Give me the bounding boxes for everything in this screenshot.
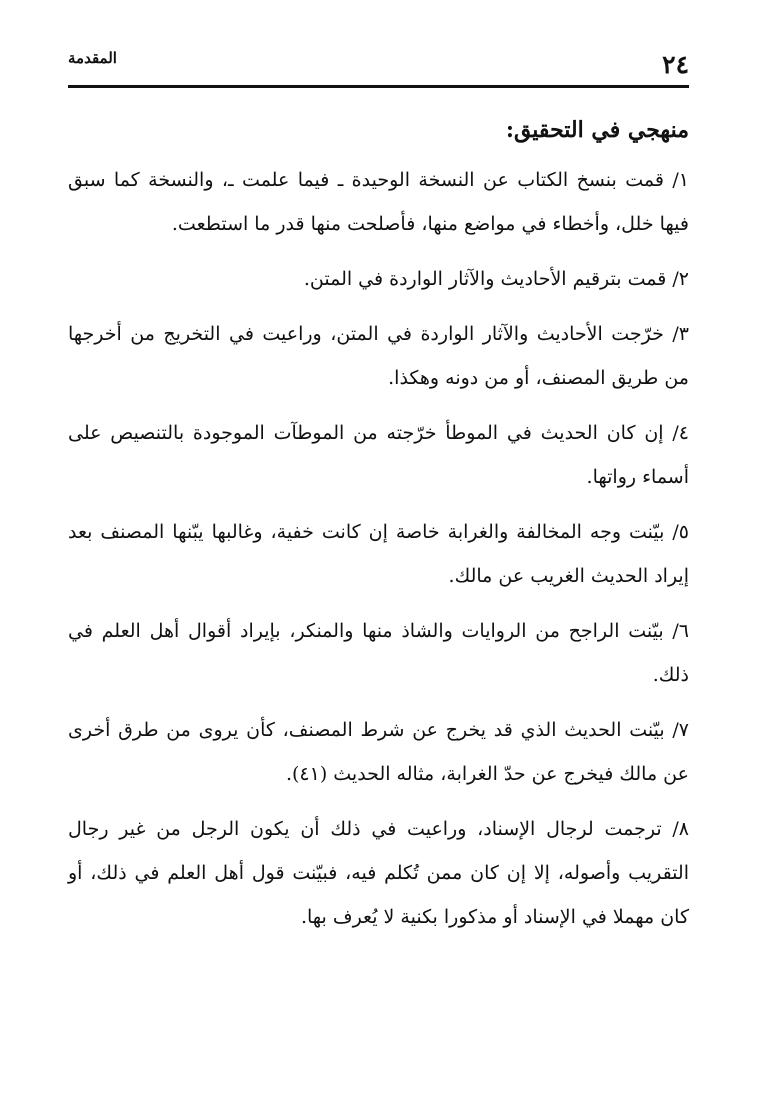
method-item-3: ٣/ خرّجت الأحاديث والآثار الواردة في المتن، وراعيت في التخريج من أخرجها من طريق المصنف، أو من دونه وهكذا. [68, 323, 689, 389]
method-item-2: ٢/ قمت بترقيم الأحاديث والآثار الواردة في المتن. [303, 268, 689, 290]
page-header [68, 44, 689, 86]
method-item-7: ٧/ بيّنت الحديث الذي قد يخرج عن شرط المصنف، كأن يروى من طرق أخرى عن مالك فيخرج عن حدّ الغرابة، مثاله الحديث (٤١). [68, 719, 689, 785]
section-title: منهجي في التحقيق: [505, 117, 689, 143]
page-number: ٢٤ [662, 50, 689, 79]
method-item-1: ١/ قمت بنسخ الكتاب عن النسخة الوحيدة ـ فيما علمت ـ، والنسخة كما سبق فيها خلل، وأخطاء في مواضع منها، فأصلحت منها قدر ما استطعت. [68, 169, 689, 235]
method-item-5: ٥/ بيّنت وجه المخالفة والغرابة خاصة إن كانت خفية، وغالبها يبّنها المصنف بعد إيراد الحديث الغريب عن مالك. [68, 521, 689, 587]
method-item-4: ٤/ إن كان الحديث في الموطأ خرّجته من الموطآت الموجودة بالتنصيص على أسماء رواتها. [68, 422, 689, 488]
running-title: المقدمة [68, 49, 117, 67]
method-item-6: ٦/ بيّنت الراجح من الروايات والشاذ منها والمنكر، بإيراد أقوال أهل العلم في ذلك. [68, 620, 689, 686]
method-item-8: ٨/ ترجمت لرجال الإسناد، وراعيت في ذلك أن يكون الرجل من غير رجال التقريب وأصوله، إلا إن كان ممن تُكلم فيه، فبيّنت قول أهل العلم في ذلك، أو كان مهملا في الإسناد أو مذكورا بكنية لا يُعرف بها. [68, 818, 689, 928]
header-rule [68, 85, 689, 88]
page-body [68, 110, 689, 950]
